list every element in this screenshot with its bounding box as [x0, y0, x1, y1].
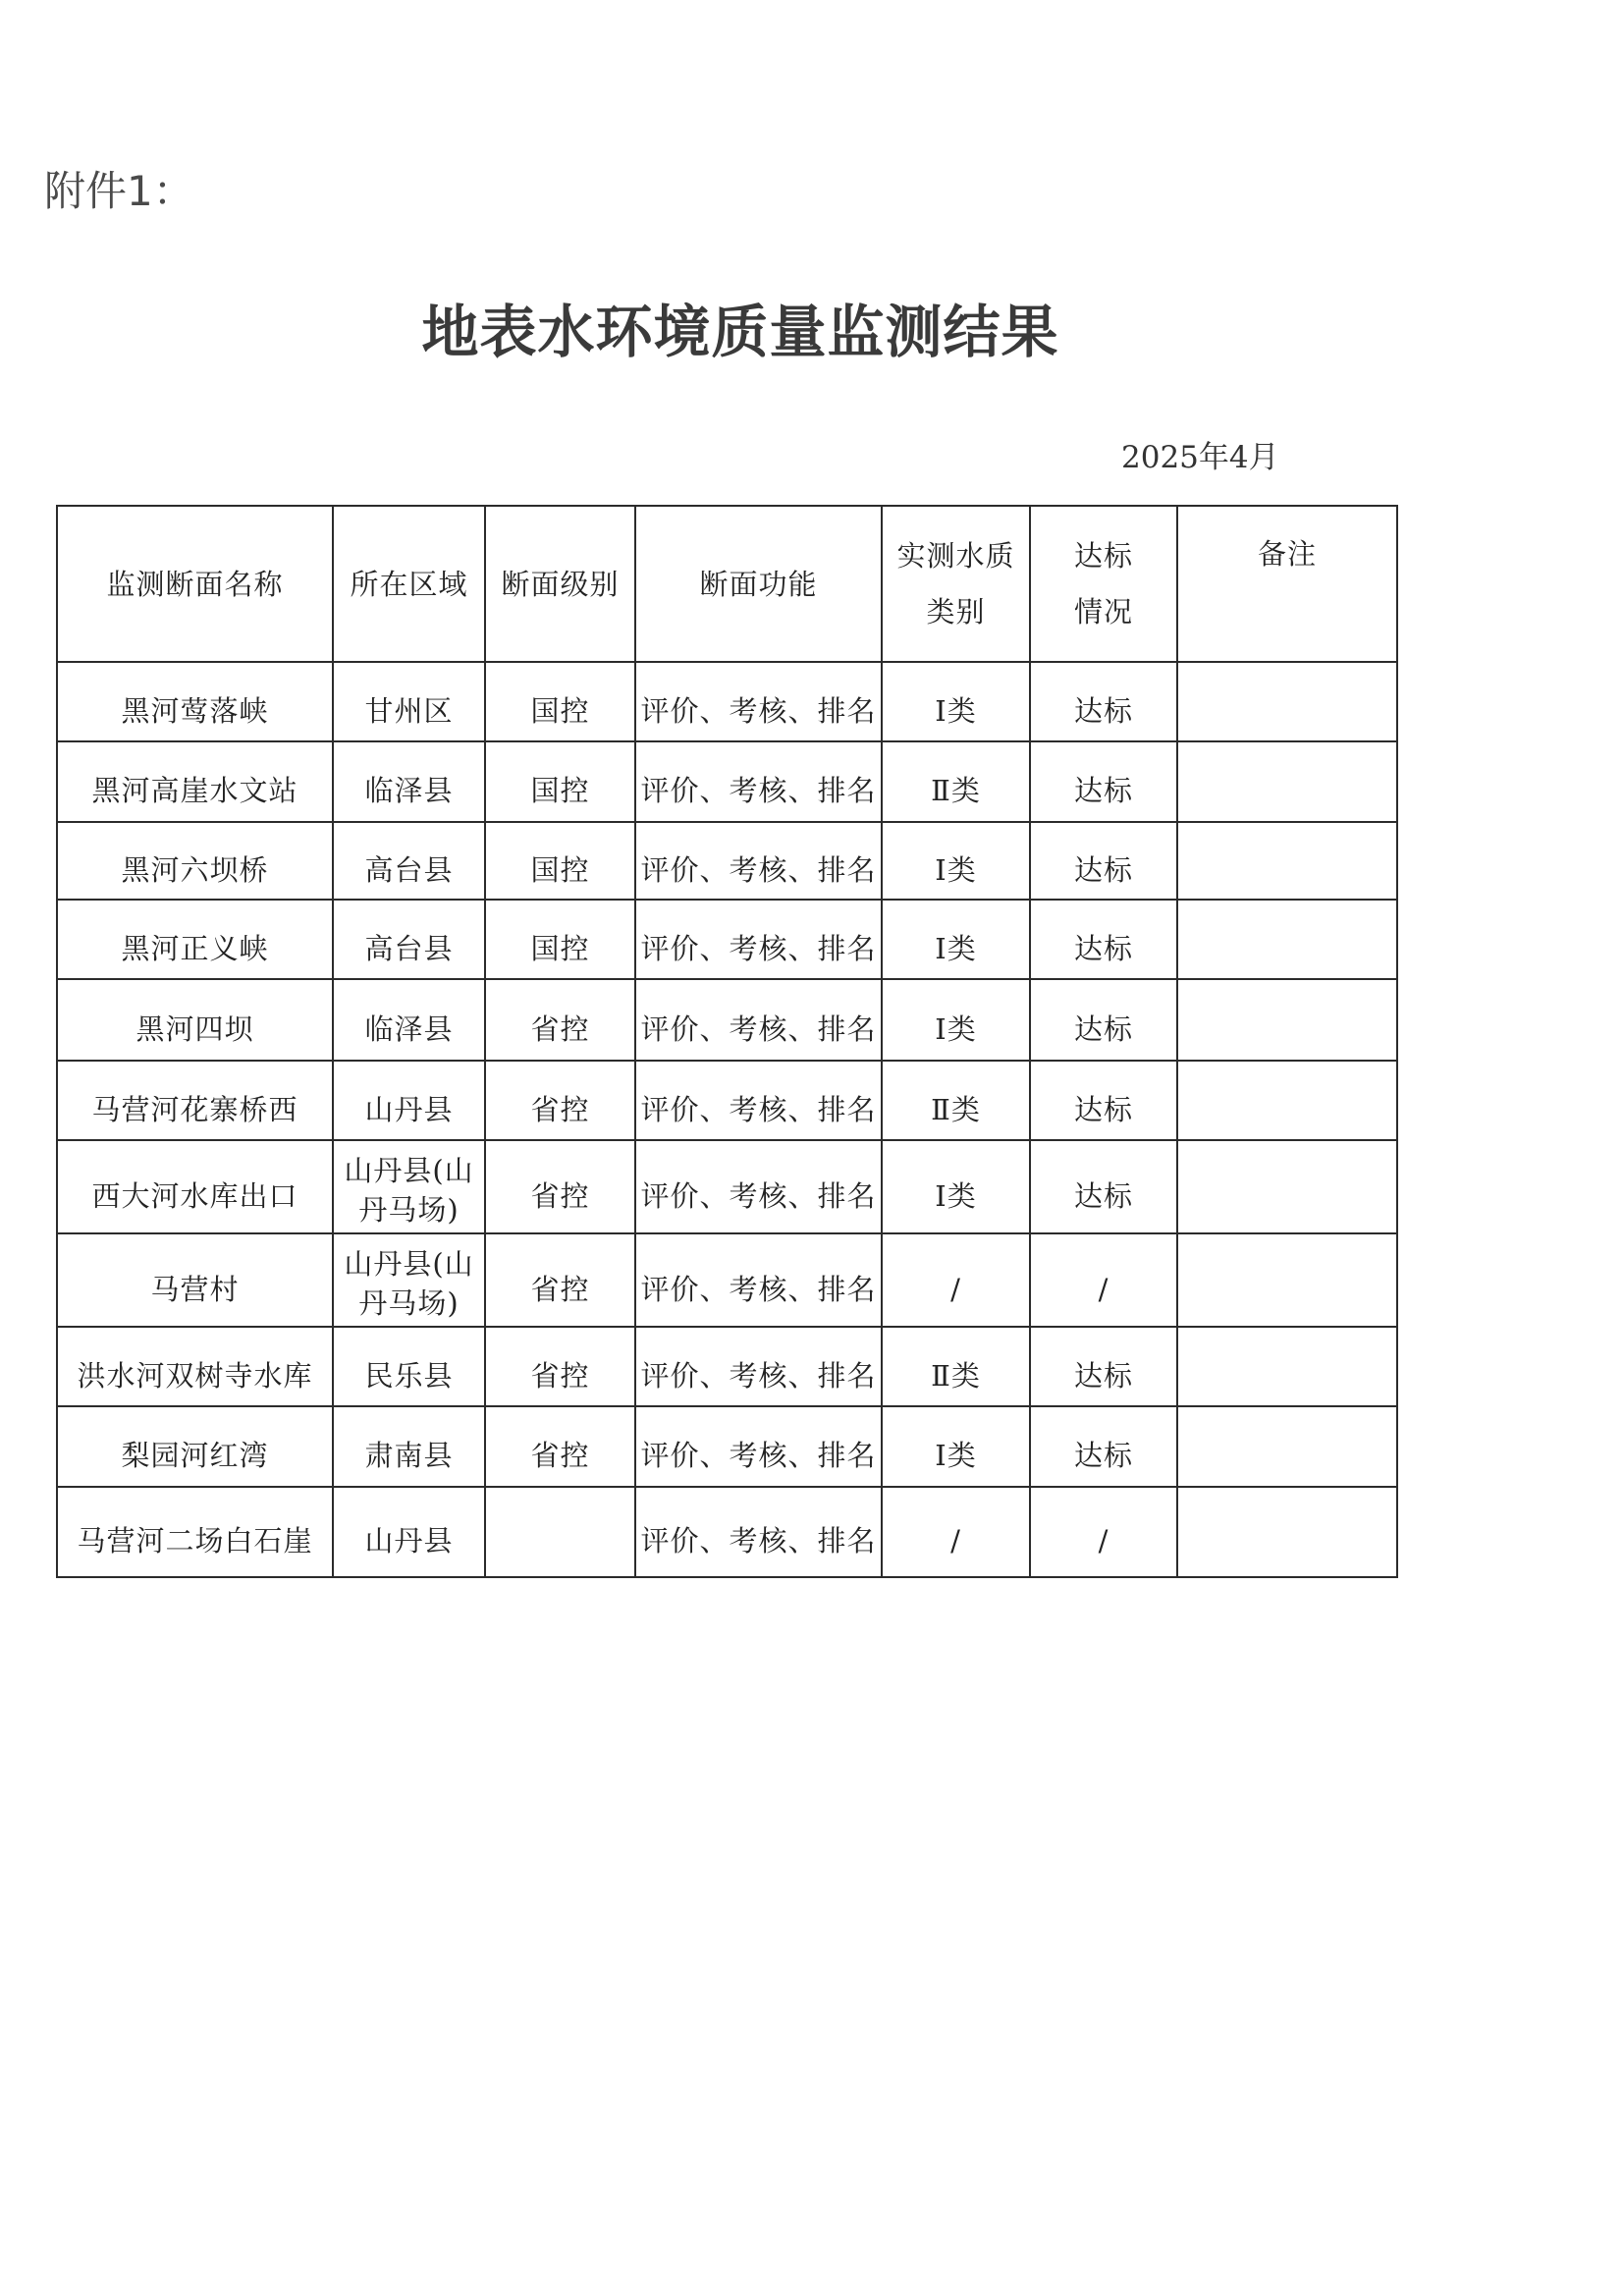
remarks-cell [1177, 822, 1397, 900]
control-level-cell: 省控 [485, 1140, 635, 1233]
water-quality-cell: / [882, 1487, 1030, 1577]
water-quality-cell: Ⅰ类 [882, 1140, 1030, 1233]
compliance-cell: 达标 [1030, 1406, 1177, 1487]
function-cell: 评价、考核、排名 [635, 1140, 882, 1233]
header-control-level [485, 506, 635, 662]
control-level-cell: 省控 [485, 1233, 635, 1327]
table-row [57, 1487, 1397, 1577]
compliance-cell: 达标 [1030, 741, 1177, 822]
report-date: 2025年4月 [1121, 440, 1279, 475]
remarks-cell [1177, 1406, 1397, 1487]
region-text: 山丹县(山丹马场) [344, 1153, 474, 1227]
compliance-cell: 达标 [1030, 1327, 1177, 1406]
region-cell: 临泽县 [333, 741, 485, 822]
water-quality-cell: Ⅱ类 [882, 1327, 1030, 1406]
table-row [57, 741, 1397, 822]
function-cell: 评价、考核、排名 [635, 822, 882, 900]
compliance-cell: 达标 [1030, 662, 1177, 741]
function-cell: 评价、考核、排名 [635, 1327, 882, 1406]
document-title: 地表水环境质量监测结果 [421, 299, 1059, 365]
control-level-cell [485, 1487, 635, 1577]
header-control-level-label: 断面级别 [501, 567, 620, 601]
remarks-cell [1177, 900, 1397, 979]
table-row [57, 662, 1397, 741]
remarks-cell [1177, 979, 1397, 1061]
control-level-cell: 国控 [485, 662, 635, 741]
region-cell [333, 1233, 485, 1327]
header-water-quality [882, 506, 1030, 662]
region-text: 山丹县(山丹马场) [344, 1246, 474, 1320]
control-level-cell: 国控 [485, 822, 635, 900]
function-cell: 评价、考核、排名 [635, 741, 882, 822]
control-level-cell: 省控 [485, 1406, 635, 1487]
table-row [57, 1406, 1397, 1487]
station-name-cell: 马营村 [57, 1233, 333, 1327]
station-name-cell: 黑河高崖水文站 [57, 741, 333, 822]
function-cell: 评价、考核、排名 [635, 1487, 882, 1577]
header-compliance [1030, 506, 1177, 662]
remarks-cell [1177, 1233, 1397, 1327]
control-level-cell: 国控 [485, 741, 635, 822]
compliance-cell: 达标 [1030, 1140, 1177, 1233]
region-cell: 临泽县 [333, 979, 485, 1061]
compliance-cell: 达标 [1030, 822, 1177, 900]
station-name-cell: 黑河六坝桥 [57, 822, 333, 900]
function-cell: 评价、考核、排名 [635, 1061, 882, 1140]
table-row [57, 979, 1397, 1061]
remarks-cell [1177, 1061, 1397, 1140]
station-name-cell: 洪水河双树寺水库 [57, 1327, 333, 1406]
region-cell: 山丹县 [333, 1487, 485, 1577]
header-region [333, 506, 485, 662]
station-name-cell: 梨园河红湾 [57, 1406, 333, 1487]
station-name-cell: 黑河正义峡 [57, 900, 333, 979]
function-cell: 评价、考核、排名 [635, 662, 882, 741]
region-cell: 肃南县 [333, 1406, 485, 1487]
region-cell: 高台县 [333, 900, 485, 979]
compliance-cell: 达标 [1030, 1061, 1177, 1140]
table-row [57, 1233, 1397, 1327]
water-quality-cell: Ⅰ类 [882, 1406, 1030, 1487]
region-cell [333, 1140, 485, 1233]
function-cell: 评价、考核、排名 [635, 1233, 882, 1327]
remarks-cell [1177, 662, 1397, 741]
station-name-cell: 马营河二场白石崖 [57, 1487, 333, 1577]
compliance-cell: 达标 [1030, 979, 1177, 1061]
remarks-cell [1177, 1327, 1397, 1406]
header-remarks-label: 备注 [1257, 537, 1317, 571]
station-name-cell: 黑河四坝 [57, 979, 333, 1061]
water-quality-cell: Ⅰ类 [882, 662, 1030, 741]
header-function-label: 断面功能 [699, 567, 818, 601]
water-quality-cell: Ⅰ类 [882, 979, 1030, 1061]
function-cell: 评价、考核、排名 [635, 900, 882, 979]
table-row [57, 1061, 1397, 1140]
table-row [57, 1327, 1397, 1406]
region-cell: 民乐县 [333, 1327, 485, 1406]
region-cell: 高台县 [333, 822, 485, 900]
water-quality-cell: Ⅰ类 [882, 822, 1030, 900]
monitoring-results-table [56, 505, 1398, 1578]
header-function [635, 506, 882, 662]
header-compliance-label: 达标情况 [1073, 538, 1133, 629]
header-station-name-label: 监测断面名称 [106, 567, 284, 601]
function-cell: 评价、考核、排名 [635, 979, 882, 1061]
header-region-label: 所在区域 [350, 567, 468, 601]
station-name-cell: 西大河水库出口 [57, 1140, 333, 1233]
water-quality-cell: Ⅱ类 [882, 741, 1030, 822]
compliance-cell: 达标 [1030, 900, 1177, 979]
header-station-name [57, 506, 333, 662]
header-water-quality-label: 实测水质类别 [896, 538, 1015, 629]
region-cell: 山丹县 [333, 1061, 485, 1140]
attachment-label: 附件1： [44, 167, 194, 215]
table-row [57, 900, 1397, 979]
header-remarks [1177, 506, 1397, 662]
station-name-cell: 黑河莺落峡 [57, 662, 333, 741]
table-row [57, 822, 1397, 900]
remarks-cell [1177, 1487, 1397, 1577]
water-quality-cell: Ⅰ类 [882, 900, 1030, 979]
compliance-cell: / [1030, 1487, 1177, 1577]
control-level-cell: 省控 [485, 1061, 635, 1140]
water-quality-cell: Ⅱ类 [882, 1061, 1030, 1140]
remarks-cell [1177, 1140, 1397, 1233]
control-level-cell: 国控 [485, 900, 635, 979]
compliance-cell: / [1030, 1233, 1177, 1327]
remarks-cell [1177, 741, 1397, 822]
station-name-cell: 马营河花寨桥西 [57, 1061, 333, 1140]
control-level-cell: 省控 [485, 979, 635, 1061]
water-quality-cell: / [882, 1233, 1030, 1327]
table-row [57, 1140, 1397, 1233]
function-cell: 评价、考核、排名 [635, 1406, 882, 1487]
control-level-cell: 省控 [485, 1327, 635, 1406]
table-header-row [57, 506, 1397, 662]
region-cell: 甘州区 [333, 662, 485, 741]
